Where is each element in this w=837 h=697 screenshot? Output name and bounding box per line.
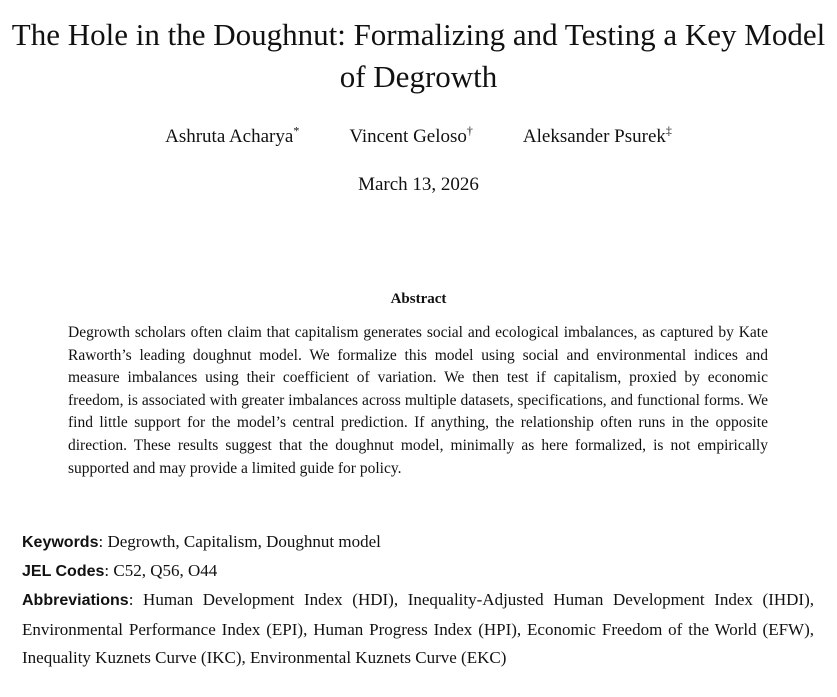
abstract-heading: Abstract [390, 291, 447, 307]
author-name: Ashruta Acharya [165, 126, 294, 147]
author-footnote-mark: ‡ [665, 123, 672, 138]
jel-codes-label: JEL Codes [22, 563, 105, 580]
author-name: Aleksander Psurek [522, 126, 666, 147]
keywords-value: Degrowth, Capitalism, Doughnut model [107, 532, 381, 551]
jel-codes-value: C52, Q56, O44 [113, 561, 218, 580]
author-footnote-mark: * [293, 123, 300, 138]
author-list [0, 123, 837, 148]
abbreviations-label: Abbreviations [22, 592, 129, 609]
keywords-line: Keywords: Degrowth, Capitalism, Doughnut model [22, 532, 381, 551]
jel-codes-line: JEL Codes: C52, Q56, O44 [22, 561, 218, 580]
author-footnote-mark: † [466, 123, 473, 138]
abbreviations-value: Human Development Index (HDI), Inequality-Adjusted Human Development Index (IHDI), Environmental Performance Index (EPI), Human Progress Index (HPI), Economic Freedom of the World (EFW), Inequality Kuznets Curve (IKC), Environmental Kuznets Curve (EKC) [22, 590, 814, 667]
abbreviations-line: Abbreviations: Human Development Index (HDI), Inequality-Adjusted Human Development Index (IHDI), Environmental Performance Index (EPI), Human Progress Index (HPI), Economic Freedom of the World (EFW), Inequality Kuznets Curve (IKC), Environmental Kuznets Curve (EKC) [22, 590, 814, 667]
paper-date: March 13, 2026 [358, 174, 479, 195]
abstract-text: Degrowth scholars often claim that capitalism generates social and ecological imbalances, as captured by Kate Raworth’s leading doughnut model. We formalize this model using social and environmental indices and measure imbalances using their coefficient of variation. We then test if capitalism, proxied by economic freedom, is associated with greater imbalances across multiple datasets, specifications, and functional forms. We find little support for the model’s central prediction. If anything, the relationship often runs in the opposite direction. These results suggest that the doughnut model, minimally as here formalized, is not empirically supported and may provide a limited guide for policy. [68, 324, 768, 477]
author-1 [165, 123, 300, 148]
author-3 [522, 123, 672, 148]
paper-title: The Hole in the Doughnut: Formalizing and Testing a Key Model of Degrowth [11, 17, 826, 94]
author-name: Vincent Geloso [349, 126, 467, 147]
keywords-label: Keywords [22, 534, 99, 551]
author-2 [349, 123, 473, 148]
